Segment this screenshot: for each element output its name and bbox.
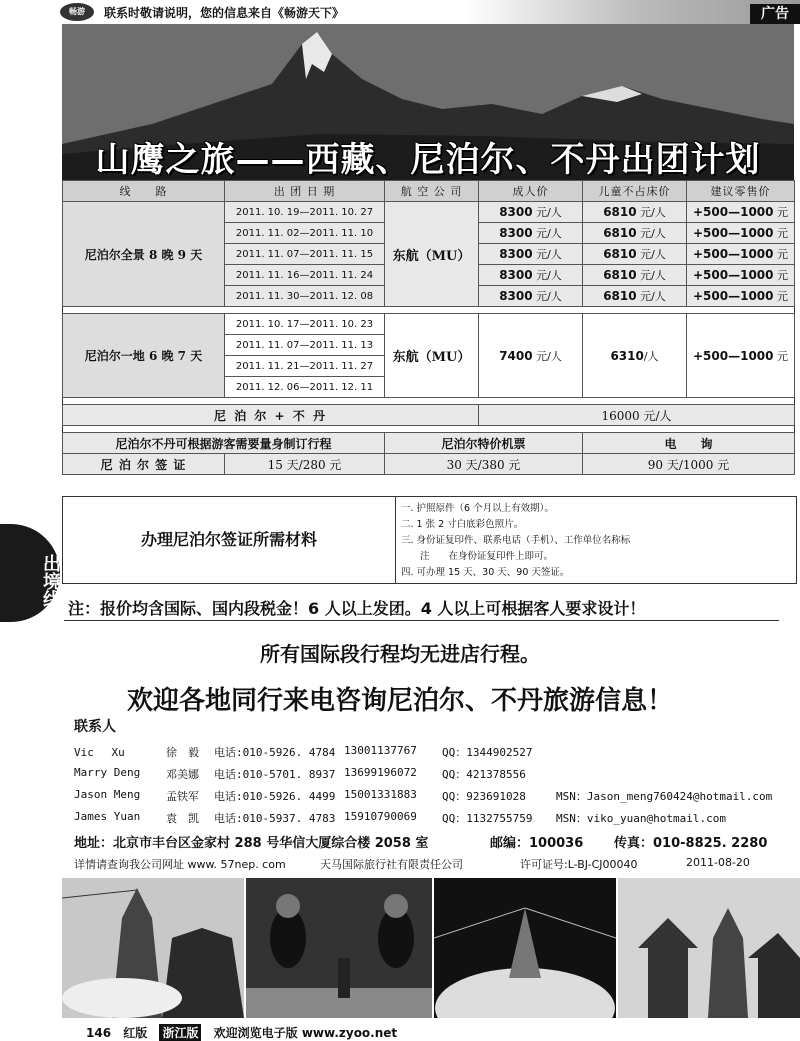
retail-price: +500—1000 元 xyxy=(687,265,795,286)
durbar-square-photo xyxy=(618,878,800,1018)
fax: 传真：010-8825. 2280 xyxy=(614,836,768,851)
publish-date: 2011-08-20 xyxy=(686,856,750,869)
departure-date: 2011. 11. 07—2011. 11. 15 xyxy=(225,244,385,265)
website: 详情请查询我公司网址 www. 57nep. com xyxy=(74,858,286,871)
list-item: 一. 护照原件（6 个月以上有效期）。 xyxy=(401,503,554,514)
table-row xyxy=(63,433,795,454)
contact-en-name: James Yuan xyxy=(74,810,141,823)
section-tab: 出境线 xyxy=(0,524,60,622)
list-item: 二. 1 张 2 寸白底彩色照片。 xyxy=(401,519,524,530)
custom-itinerary-label: 尼泊尔不丹可根据游客需要量身制订行程 xyxy=(63,433,385,454)
child-price: 6810 元/人 xyxy=(583,223,687,244)
contact-mobile: 15001331883 xyxy=(344,788,417,801)
visa-price-15: 15 天/280 元 xyxy=(225,454,385,475)
departure-date: 2011. 11. 30—2011. 12. 08 xyxy=(225,286,385,307)
photo-strip xyxy=(62,878,800,1018)
contact-qq: QQ：1132755759 xyxy=(442,812,533,825)
list-item: 四. 可办理 15 天、30 天、90 天签证。 xyxy=(401,567,570,578)
route-name: 尼泊尔一地 6 晚 7 天 xyxy=(63,314,225,398)
table-row xyxy=(63,405,795,426)
airline: 东航（MU） xyxy=(385,202,479,307)
page-title: 山鹰之旅——西藏、尼泊尔、不丹出团计划 xyxy=(95,140,761,180)
departure-date: 2011. 11. 16—2011. 11. 24 xyxy=(225,265,385,286)
contact-msn: MSN：Jason_meng760424@hotmail.com xyxy=(556,790,773,803)
company-name: 天马国际旅行社有限责任公司 xyxy=(320,858,463,871)
materials-list xyxy=(401,501,630,581)
contact-mobile: 13699196072 xyxy=(344,766,417,779)
price-note: 注：报价均含国际、国内段税金！6 人以上发团。4 人以上可根据客人要求设计！ xyxy=(68,599,646,618)
col-route-header: 线 路 xyxy=(63,181,225,202)
contact-cn-name: 袁 凯 xyxy=(166,812,199,825)
table-row xyxy=(63,202,795,223)
visa-materials-box xyxy=(62,496,797,584)
contact-en-name: Vic Xu xyxy=(74,746,125,759)
source-note: 联系时敬请说明，您的信息来自《畅游天下》 xyxy=(104,6,345,20)
col-adult-header: 成人价 xyxy=(479,181,583,202)
contacts-title: 联系人 xyxy=(74,719,116,735)
contact-tel: 电话:010-5937. 4783 xyxy=(214,812,336,825)
departure-date: 2011. 11. 07—2011. 11. 13 xyxy=(225,335,385,356)
departure-date: 2011. 10. 19—2011. 10. 27 xyxy=(225,202,385,223)
postcode: 邮编：100036 xyxy=(490,836,584,851)
contact-qq: QQ：1344902527 xyxy=(442,746,533,759)
page-footer xyxy=(86,1024,405,1041)
divider xyxy=(64,620,779,621)
departure-date: 2011. 11. 02—2011. 11. 10 xyxy=(225,223,385,244)
region-edition: 浙江版 xyxy=(159,1024,201,1041)
price-table xyxy=(62,180,795,475)
child-price: 6810 元/人 xyxy=(583,286,687,307)
contact-cn-name: 孟铁军 xyxy=(166,790,199,803)
stupa-photo xyxy=(62,878,244,1018)
contact-msn: MSN：viko_yuan@hotmail.com xyxy=(556,812,726,825)
child-price: 6810 元/人 xyxy=(583,265,687,286)
materials-title: 办理尼泊尔签证所需材料 xyxy=(63,497,396,583)
nepal-bhutan-label: 尼 泊 尔 + 不 丹 xyxy=(63,405,479,426)
table-row xyxy=(63,454,795,475)
adult-price: 8300 元/人 xyxy=(479,202,583,223)
adult-price: 7400 元/人 xyxy=(479,314,583,398)
adult-price: 8300 元/人 xyxy=(479,223,583,244)
table-row xyxy=(63,314,795,335)
top-bar xyxy=(0,0,800,24)
footer-link[interactable]: 欢迎浏览电子版 www.zyoo.net xyxy=(213,1026,398,1040)
boudhanath-photo xyxy=(434,878,616,1018)
phone-inquiry-label: 电 询 xyxy=(583,433,795,454)
contact-cn-name: 邓美娜 xyxy=(166,768,199,781)
retail-price: +500—1000 元 xyxy=(687,223,795,244)
retail-price: +500—1000 元 xyxy=(687,286,795,307)
adult-price: 8300 元/人 xyxy=(479,265,583,286)
col-child-header: 儿童不占床价 xyxy=(583,181,687,202)
col-date-header: 出 团 日 期 xyxy=(225,181,385,202)
route-name: 尼泊尔全景 8 晚 9 天 xyxy=(63,202,225,307)
retail-price: +500—1000 元 xyxy=(687,202,795,223)
col-retail-header: 建议零售价 xyxy=(687,181,795,202)
contact-en-name: Marry Deng xyxy=(74,766,141,779)
ticket-label: 尼泊尔特价机票 xyxy=(385,433,583,454)
adult-price: 8300 元/人 xyxy=(479,244,583,265)
retail-price: +500—1000 元 xyxy=(687,244,795,265)
visa-price-30: 30 天/380 元 xyxy=(385,454,583,475)
child-price: 6810 元/人 xyxy=(583,244,687,265)
contact-qq: QQ：923691028 xyxy=(442,790,526,803)
child-price: 6810 元/人 xyxy=(583,202,687,223)
departure-date: 2011. 10. 17—2011. 10. 23 xyxy=(225,314,385,335)
contact-cn-name: 徐 毅 xyxy=(166,746,199,759)
nepal-bhutan-price: 16000 元/人 xyxy=(479,405,795,426)
ad-label: 广告 xyxy=(750,4,800,24)
contact-en-name: Jason Meng xyxy=(74,788,141,801)
departure-date: 2011. 11. 21—2011. 11. 27 xyxy=(225,356,385,377)
contact-mobile: 15910790069 xyxy=(344,810,417,823)
visa-label: 尼 泊 尔 签 证 xyxy=(63,454,225,475)
contact-qq: QQ：421378556 xyxy=(442,768,526,781)
retail-price: +500—1000 元 xyxy=(687,314,795,398)
address: 地址：北京市丰台区金家村 288 号华信大厦综合楼 2058 室 xyxy=(74,836,429,851)
list-item: 注 在身份证复印件上即可。 xyxy=(401,551,554,562)
contact-mobile: 13001137767 xyxy=(344,744,417,757)
departure-date: 2011. 12. 06—2011. 12. 11 xyxy=(225,377,385,398)
magazine-logo: 畅游 xyxy=(60,3,94,21)
airline: 东航（MU） xyxy=(385,314,479,398)
no-shopping-banner: 所有国际段行程均无进店行程。 xyxy=(260,642,540,666)
license-number: 许可证号:L-BJ-CJ00040 xyxy=(520,858,638,871)
col-airline-header: 航 空 公 司 xyxy=(385,181,479,202)
contact-tel: 电话:010-5926. 4499 xyxy=(214,790,336,803)
welcome-banner: 欢迎各地同行来电咨询尼泊尔、不丹旅游信息！ xyxy=(126,686,673,716)
contact-tel: 电话:010-5926. 4784 xyxy=(214,746,336,759)
edition: 红版 xyxy=(123,1026,148,1040)
adult-price: 8300 元/人 xyxy=(479,286,583,307)
contact-tel: 电话:010-5701. 8937 xyxy=(214,768,336,781)
list-item: 三. 身份证复印件、联系电话（手机）、工作单位名称标 xyxy=(401,535,631,546)
mountain-banner xyxy=(62,24,794,180)
visa-price-90: 90 天/1000 元 xyxy=(583,454,795,475)
temple-guardians-photo xyxy=(246,878,432,1018)
child-price: 6310/人 xyxy=(583,314,687,398)
page-number: 146 xyxy=(86,1026,112,1040)
